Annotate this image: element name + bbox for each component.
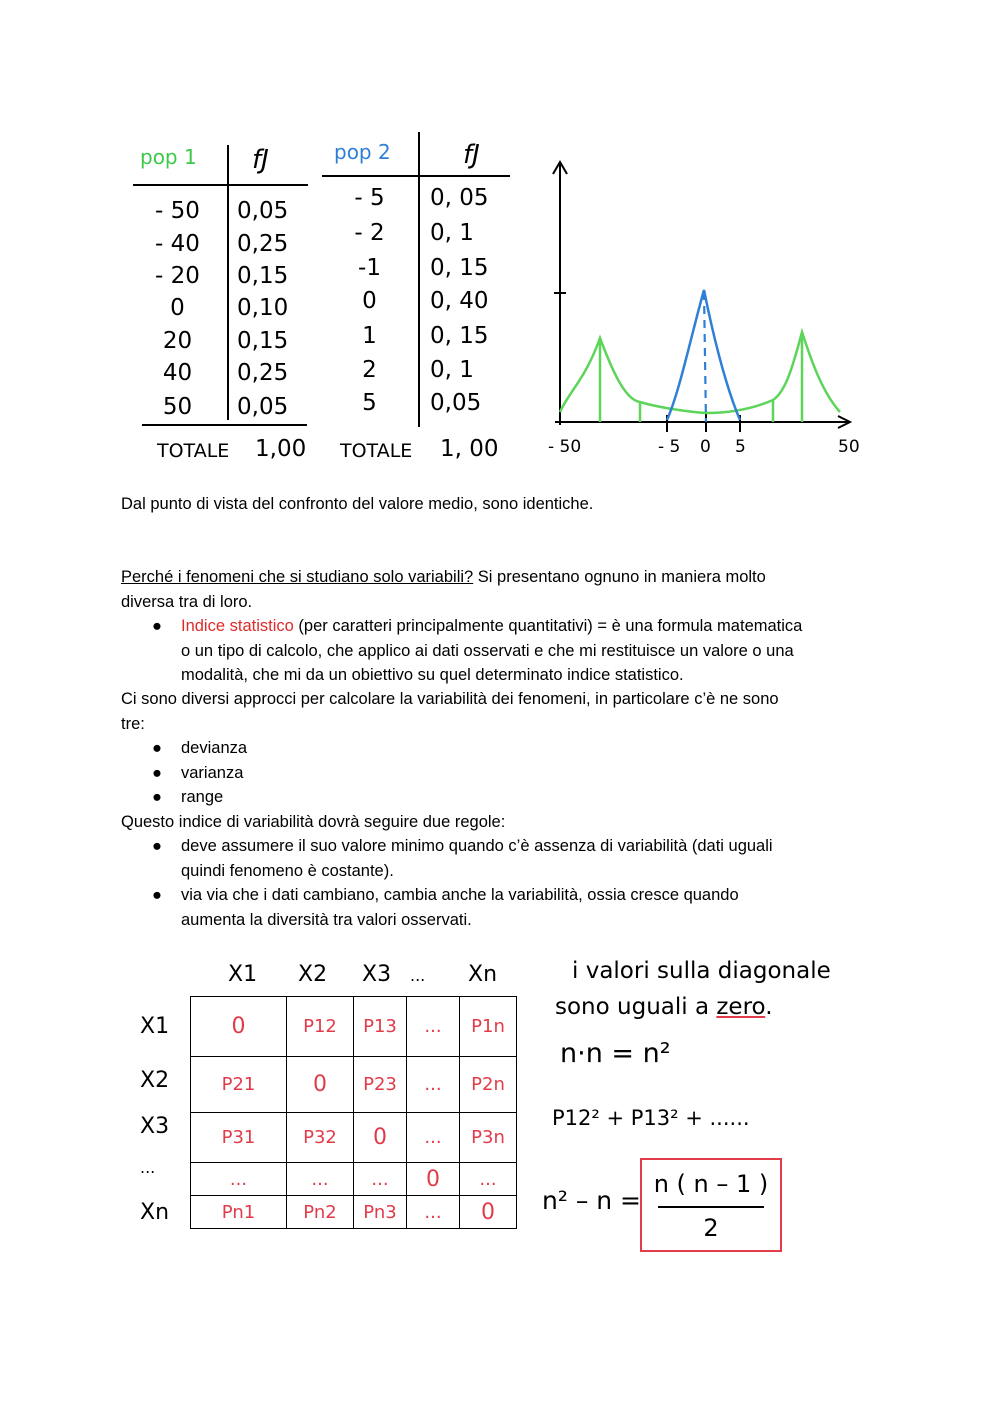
- pop2-header-rule: [322, 175, 510, 177]
- col-header-xn: Xn: [468, 962, 498, 987]
- pop2-header: pop 2: [334, 140, 391, 164]
- question-line2: diversa tra di loro.: [121, 592, 253, 611]
- table-frequency: 0, 05: [430, 185, 489, 211]
- table-value: 1: [362, 323, 377, 349]
- table-frequency: 0,10: [237, 295, 289, 321]
- table-value: - 20: [155, 263, 200, 289]
- row-header-x2: X2: [140, 1068, 170, 1093]
- col-header-x3: X3: [362, 962, 392, 987]
- row-header-xn: Xn: [140, 1200, 170, 1225]
- table-value: 20: [162, 328, 193, 354]
- rule1-l1: deve assumere il suo valore minimo quando c’è assenza di variabilità (dati uguali: [181, 837, 773, 855]
- x-tick-label-50: 50: [838, 437, 860, 457]
- matrix-cell: ...: [407, 1113, 460, 1163]
- table-frequency: 0,15: [237, 328, 289, 354]
- indice-statistico-l3: modalità, che mi da un obiettivo su quel determinato indice statistico.: [181, 666, 684, 685]
- matrix-cell: P31: [191, 1113, 287, 1163]
- x-tick-label-minus5: - 5: [658, 437, 681, 457]
- paragraph-question: [121, 565, 881, 614]
- pop1-total-rule: [142, 424, 307, 426]
- question-rest: Si presentano ognuno in maniera molto: [473, 568, 766, 586]
- approcci-l1: Ci sono diversi approcci per calcolare la variabilità dei fenomeni, in particolare c’è ne sono: [121, 690, 779, 708]
- table-frequency: 0, 40: [430, 288, 489, 314]
- matrix-cell: P32: [287, 1113, 354, 1163]
- table-frequency: 0,15: [237, 263, 289, 289]
- matrix-cell: P3n: [460, 1113, 517, 1163]
- matrix-cell: P1n: [460, 997, 517, 1057]
- matrix-cell: P21: [191, 1057, 287, 1113]
- row-header-x1: X1: [140, 1014, 170, 1039]
- list-item-label: varianza: [181, 764, 244, 782]
- matrix-row: [191, 1163, 517, 1196]
- table-frequency: 0,05: [237, 394, 289, 420]
- formula-sum-squares: P12² + P13² + ......: [552, 1106, 750, 1130]
- fraction-denominator: 2: [703, 1214, 719, 1242]
- pop1-total-label: TOTALE: [157, 440, 230, 462]
- matrix-cell: ...: [407, 1196, 460, 1229]
- table-frequency: 0,25: [237, 231, 289, 257]
- table-value: - 50: [155, 198, 200, 224]
- pop1-curve: [560, 332, 840, 413]
- matrix-cell: P12: [287, 997, 354, 1057]
- note-diagonal-line1: i valori sulla diagonale: [572, 958, 831, 984]
- note-zero: zero: [716, 994, 766, 1020]
- x-tick-label-minus50: - 50: [548, 437, 582, 457]
- distance-matrix: [190, 996, 517, 1229]
- matrix-cell: P23: [354, 1057, 407, 1113]
- pop1-header: pop 1: [140, 145, 197, 169]
- formula-result-box: [640, 1158, 782, 1252]
- formula-pairs-left: n² – n =: [542, 1186, 641, 1215]
- indice-statistico-term: Indice statistico: [181, 617, 294, 635]
- matrix-cell: ...: [287, 1163, 354, 1196]
- matrix-cell: Pn3: [354, 1196, 407, 1229]
- col-header-x2: X2: [298, 962, 328, 987]
- rule1-l2: quindi fenomeno è costante).: [181, 861, 394, 880]
- rule2-l1: via via che i dati cambiano, cambia anche la variabilità, ossia cresce quando: [181, 886, 739, 904]
- matrix-cell: P2n: [460, 1057, 517, 1113]
- matrix-cell: ...: [407, 1057, 460, 1113]
- matrix-cell: 0: [191, 997, 287, 1057]
- matrix-row: [191, 1057, 517, 1113]
- table-frequency: 0,05: [237, 198, 289, 224]
- fraction-numerator: n ( n – 1 ): [653, 1170, 769, 1198]
- table-value: -1: [358, 255, 381, 281]
- question-underlined: Perché i fenomeni che si studiano solo variabili?: [121, 568, 474, 586]
- x-tick-label-5: 5: [735, 437, 746, 457]
- pop2-mean-line: [704, 292, 706, 422]
- pop2-total-label: TOTALE: [340, 440, 413, 462]
- indice-statistico-l2: o un tipo di calcolo, che applico ai dati osservati e che mi restituisce un valore o una: [181, 641, 794, 660]
- table-frequency: 0, 1: [430, 220, 474, 246]
- matrix-cell: ...: [354, 1163, 407, 1196]
- matrix-row: [191, 997, 517, 1057]
- paragraph-mean-comparison: Dal punto di vista del confronto del valore medio, sono identiche.: [121, 495, 594, 513]
- x-tick-label-0: 0: [700, 437, 711, 457]
- table-frequency: 0,05: [430, 390, 482, 416]
- distribution-sketch: [540, 150, 870, 470]
- bullet-dot: ●: [152, 886, 162, 904]
- table-value: 0: [362, 288, 377, 314]
- table-value: 50: [162, 394, 193, 420]
- pop1-vertical-rule: [227, 145, 229, 420]
- fraction-bar: [658, 1206, 764, 1208]
- matrix-cell: 0: [407, 1163, 460, 1196]
- pop1-total-value: 1,00: [255, 436, 307, 462]
- table-value: - 40: [155, 231, 200, 257]
- table-value: - 2: [354, 220, 385, 246]
- matrix-row: [191, 1196, 517, 1229]
- table-value: 0: [170, 295, 185, 321]
- formula-n-squared: n·n = n²: [560, 1038, 671, 1069]
- bullet-dot: ●: [152, 617, 162, 635]
- col-header-ellipsis: ...: [410, 966, 426, 985]
- note-suffix: .: [765, 994, 773, 1020]
- table-frequency: 0, 1: [430, 357, 474, 383]
- table-value: 2: [362, 357, 377, 383]
- bullet-dot: ●: [152, 764, 162, 782]
- table-frequency: 0, 15: [430, 323, 489, 349]
- matrix-cell: Pn1: [191, 1196, 287, 1229]
- note-diagonal-line2: [555, 994, 773, 1020]
- col-header-x1: X1: [228, 962, 258, 987]
- pop1-freq-header: fJ: [252, 145, 269, 175]
- list-item-label: devianza: [181, 739, 248, 757]
- table-frequency: 0, 15: [430, 255, 489, 281]
- list-item-label: range: [181, 788, 224, 806]
- matrix-cell: 0: [460, 1196, 517, 1229]
- matrix-cell: ...: [460, 1163, 517, 1196]
- row-header-x3: X3: [140, 1114, 170, 1139]
- paragraph-regole: Questo indice di variabilità dovrà seguire due regole:: [121, 813, 506, 831]
- pop2-freq-header: fJ: [463, 140, 480, 170]
- table-frequency: 0,25: [237, 360, 289, 386]
- matrix-row: [191, 1113, 517, 1163]
- table-value: 5: [362, 390, 377, 416]
- approcci-l2: tre:: [121, 714, 145, 733]
- table-value: 40: [162, 360, 193, 386]
- note-prefix: sono uguali a: [555, 994, 717, 1020]
- indice-statistico-l1: (per caratteri principalmente quantitativi) = è una formula matematica: [293, 617, 803, 635]
- bullet-dot: ●: [152, 788, 162, 806]
- matrix-cell: Pn2: [287, 1196, 354, 1229]
- matrix-cell: P13: [354, 997, 407, 1057]
- table-value: - 5: [354, 185, 385, 211]
- bullet-dot: ●: [152, 739, 162, 757]
- pop2-total-value: 1, 00: [440, 436, 499, 462]
- bullet-dot: ●: [152, 837, 162, 855]
- matrix-cell: ...: [407, 997, 460, 1057]
- pop1-header-rule: [133, 184, 308, 186]
- rule2-l2: aumenta la diversità tra valori osservati.: [181, 910, 472, 929]
- matrix-cell: ...: [191, 1163, 287, 1196]
- paragraph-approcci: [121, 687, 881, 736]
- matrix-cell: 0: [354, 1113, 407, 1163]
- matrix-cell: 0: [287, 1057, 354, 1113]
- row-header-ellipsis: ...: [140, 1158, 156, 1177]
